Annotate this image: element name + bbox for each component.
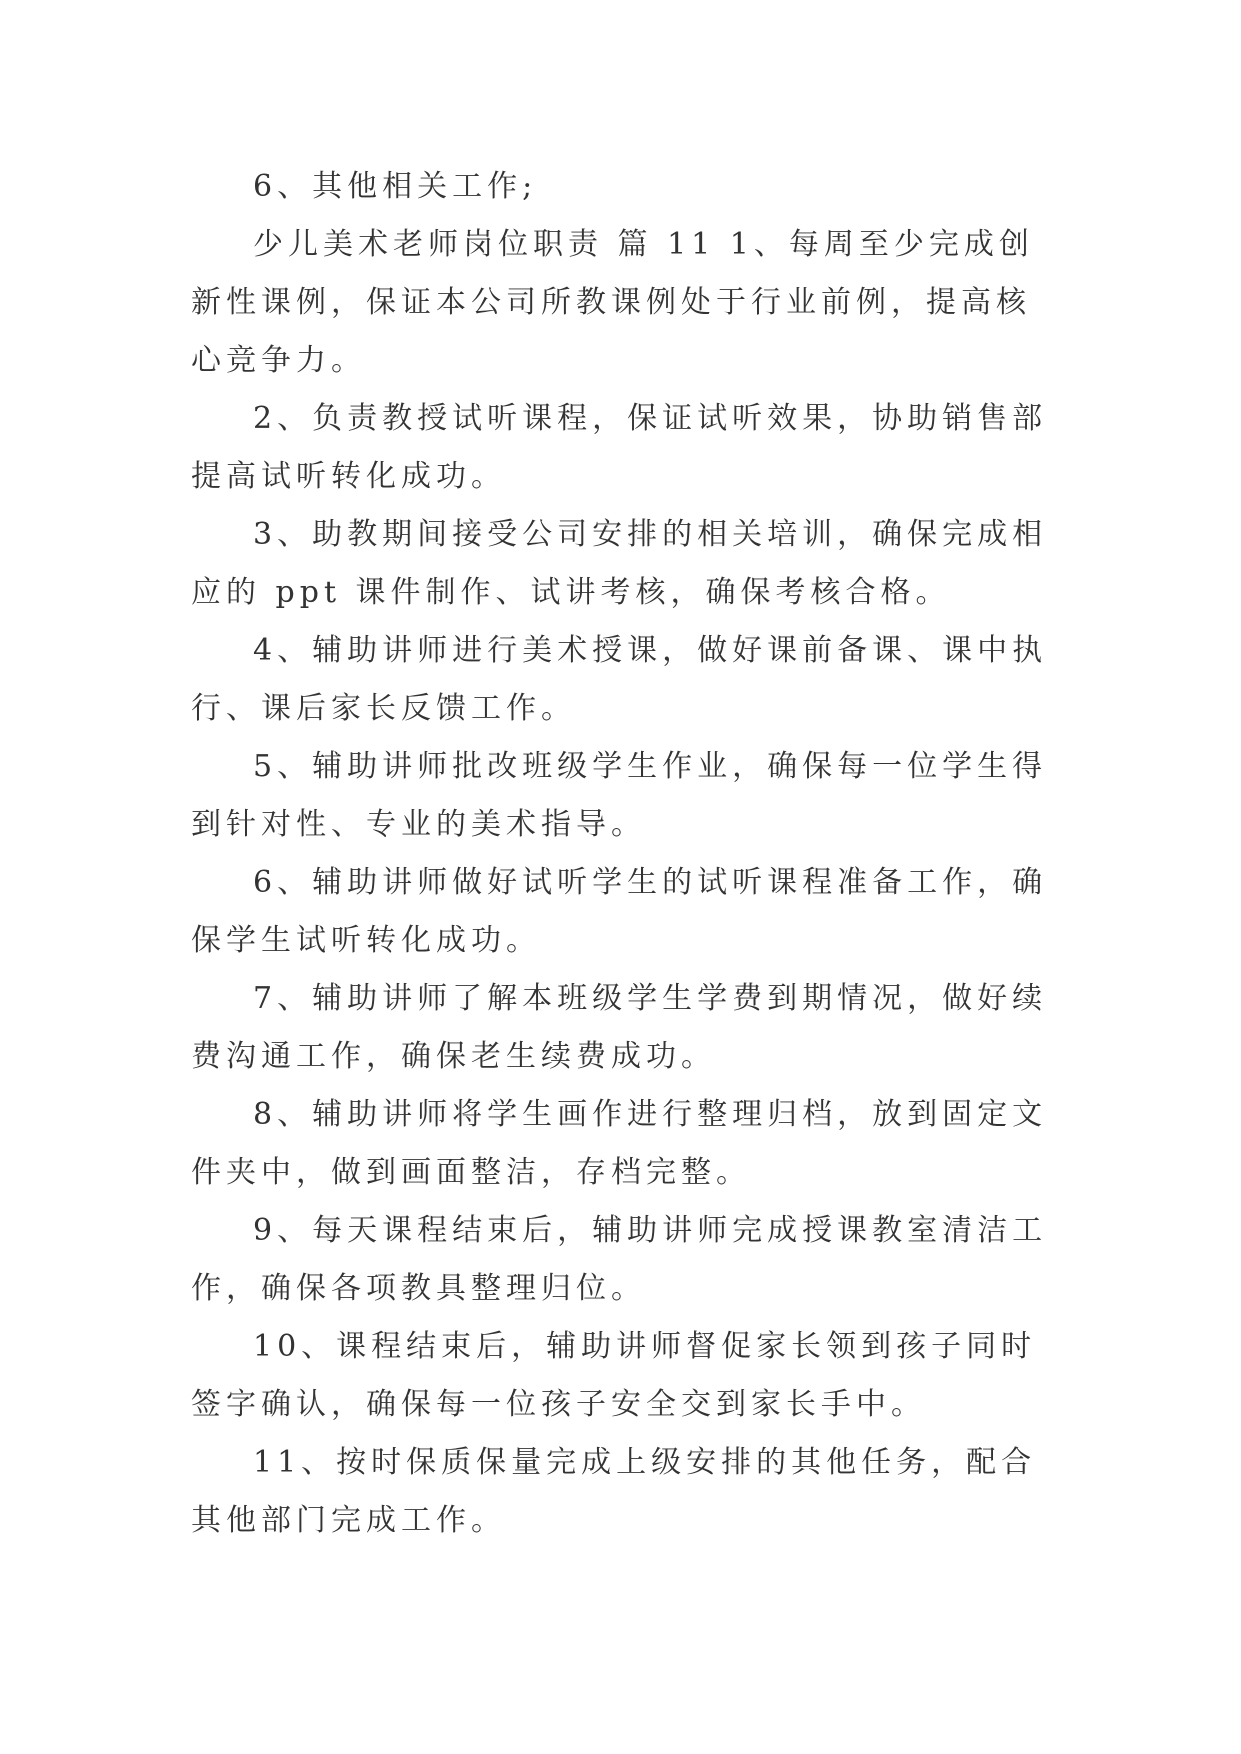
paragraph-duty-5: 5、辅助讲师批改班级学生作业，确保每一位学生得到针对性、专业的美术指导。	[191, 749, 1048, 842]
paragraph-duty-3: 3、助教期间接受公司安排的相关培训，确保完成相应的 ppt 课件制作、试讲考核，确保考核合格。	[191, 517, 1048, 610]
document-body	[191, 158, 1051, 1550]
paragraph-duty-2: 2、负责教授试听课程，保证试听效果，协助销售部提高试听转化成功。	[191, 401, 1048, 494]
paragraph-duty-6: 6、辅助讲师做好试听学生的试听课程准备工作，确保学生试听转化成功。	[191, 865, 1048, 958]
paragraph-duty-10: 10、课程结束后，辅助讲师督促家长领到孩子同时签字确认，确保每一位孩子安全交到家长手中。	[191, 1329, 1037, 1422]
paragraph-other-work: 6、其他相关工作;	[253, 169, 538, 204]
paragraph-title-duty-1: 少儿美术老师岗位职责 篇 11 1、每周至少完成创新性课例，保证本公司所教课例处于行业前例，提高核心竞争力。	[191, 227, 1034, 378]
paragraph-duty-8: 8、辅助讲师将学生画作进行整理归档，放到固定文件夹中，做到画面整洁，存档完整。	[191, 1097, 1048, 1190]
paragraph-duty-7: 7、辅助讲师了解本班级学生学费到期情况，做好续费沟通工作，确保老生续费成功。	[191, 981, 1048, 1074]
paragraph-duty-11: 11、按时保质保量完成上级安排的其他任务，配合其他部门完成工作。	[191, 1445, 1037, 1538]
paragraph-duty-9: 9、每天课程结束后，辅助讲师完成授课教室清洁工作，确保各项教具整理归位。	[191, 1213, 1048, 1306]
paragraph-duty-4: 4、辅助讲师进行美术授课，做好课前备课、课中执行、课后家长反馈工作。	[191, 633, 1048, 726]
